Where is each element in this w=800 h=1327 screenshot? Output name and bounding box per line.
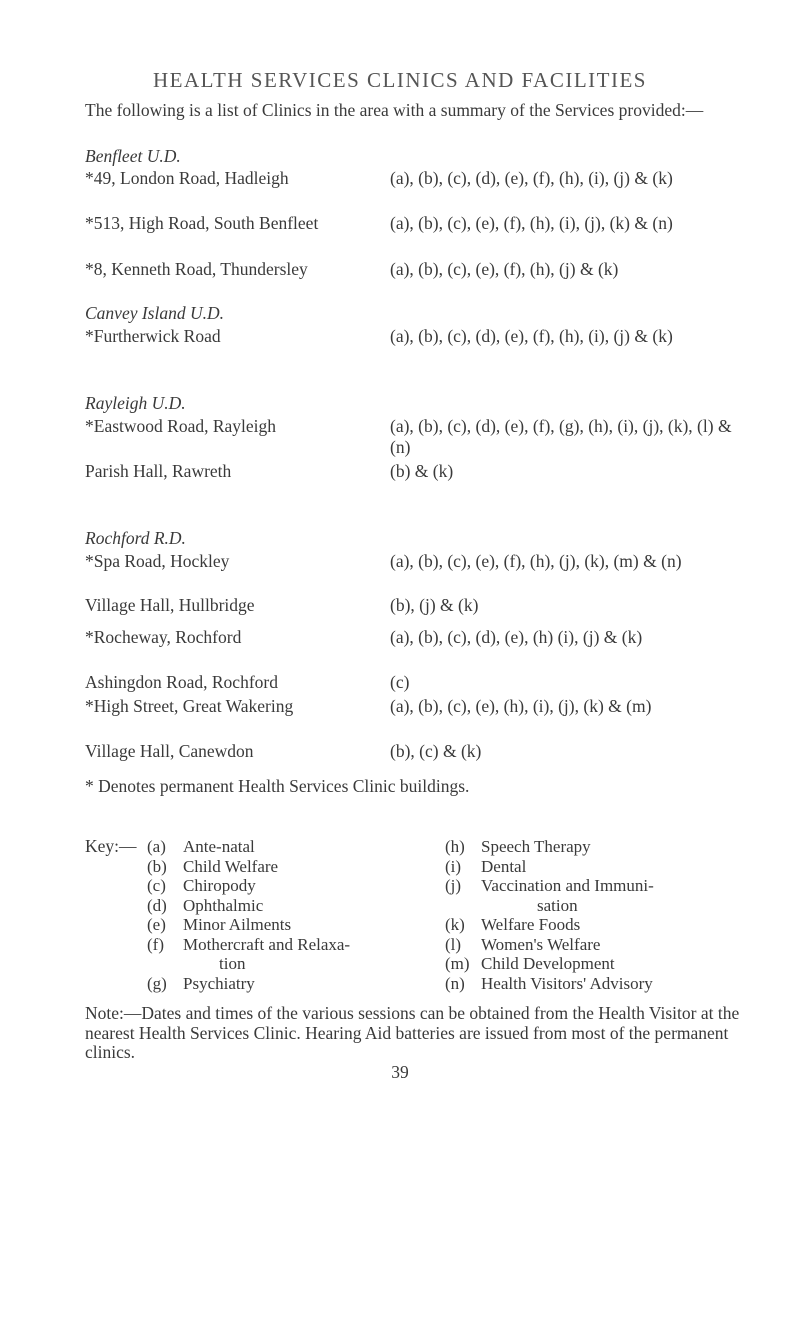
clinic-place: Village Hall, Hullbridge [85,595,255,615]
permanent-clinic-note: * Denotes permanent Health Services Clinic buildings. [85,776,470,796]
key-label-text: Ophthalmic [183,895,264,915]
key-code: (i) [445,856,462,876]
key-code: (c) [147,876,166,895]
key-label-text: Ante-natal [183,837,255,856]
page-number: 39 [391,1062,409,1082]
key-item [445,935,654,955]
key-right-column [445,837,654,993]
intro-text: The following is a list of Clinics in the area with a summary of the Services provided:— [85,100,704,120]
clinic-services: (a), (b), (c), (e), (h), (i), (j), (k) & (m) [390,696,652,716]
key-item [147,974,350,994]
key-item [445,876,654,896]
clinic-place: Ashingdon Road, Rochford [85,672,278,692]
key-code: (m) [445,954,470,973]
clinic-place: *513, High Road, South Benfleet [85,213,319,233]
clinic-place: *Spa Road, Hockley [85,551,230,571]
key-label-text: Women's Welfare [481,934,601,954]
key-item [147,935,350,955]
key-label-text: Speech Therapy [481,837,591,856]
key-item [445,857,654,877]
key-item [147,954,350,974]
key-label-text: sation [537,895,578,915]
clinic-services: (b), (j) & (k) [390,595,479,615]
key-label-text: Psychiatry [183,973,255,993]
key-item [445,837,654,857]
key-label-text: Child Welfare [183,856,279,876]
key-code: (d) [147,895,167,915]
section-heading-canvey: Canvey Island U.D. [85,303,225,323]
key-item [147,857,350,877]
key-label-text: Vaccination and Immuni- [481,876,654,895]
key-code: (n) [445,973,465,993]
clinic-services: (b) & (k) [390,461,454,481]
key-label-text: Chiropody [183,876,256,895]
clinic-place: *8, Kenneth Road, Thundersley [85,259,308,279]
footer-note: Note:—Dates and times of the various sessions can be obtained from the Health Visitor at the nearest Health Services Clinic. Hearing Aid batteries are issued from most of the permanent clinics. [85,1003,740,1062]
key-code: (l) [445,934,462,954]
clinic-services: (a), (b), (c), (d), (e), (f), (g), (h), (i), (j), (k), (l) & (n) [390,416,732,457]
key-item [147,896,350,916]
page-title: HEALTH SERVICES CLINICS AND FACILITIES [152,68,647,92]
key-item [445,974,654,994]
key-label-text: tion [219,954,246,973]
clinic-place: Parish Hall, Rawreth [85,461,232,481]
clinic-services: (a), (b), (c), (d), (e), (h) (i), (j) & (k) [390,627,643,647]
key-label-text: Mothercraft and Relaxa- [183,934,351,954]
clinic-services: (c) [390,672,410,692]
key-item [147,915,350,935]
clinic-services: (b), (c) & (k) [390,741,482,761]
key-item [147,876,350,896]
clinic-place: *Rocheway, Rochford [85,627,242,647]
section-heading-benfleet: Benfleet U.D. [85,146,181,166]
key-code: (h) [445,837,465,856]
clinic-services: (a), (b), (c), (e), (f), (h), (i), (j), (k) & (n) [390,213,673,233]
key-label-text: Child Development [481,954,615,973]
key-code: (e) [147,915,166,934]
key-item [445,915,654,935]
clinic-services: (a), (b), (c), (e), (f), (h), (j) & (k) [390,259,619,279]
key-code: (f) [147,934,164,954]
clinic-place: *Furtherwick Road [85,326,221,346]
key-label-text: Minor Ailments [183,915,292,934]
key-label-text: Health Visitors' Advisory [481,973,653,993]
section-heading-rochford: Rochford R.D. [85,528,186,548]
key-label-text: Dental [481,856,527,876]
key-item [445,896,654,916]
key-item [147,837,350,857]
section-heading-rayleigh: Rayleigh U.D. [85,393,186,413]
clinic-place: *49, London Road, Hadleigh [85,168,289,188]
key-label: Key:— [85,836,137,856]
key-left-column [147,837,350,993]
key-code: (a) [147,837,166,856]
clinic-services: (a), (b), (c), (d), (e), (f), (h), (i), (j) & (k) [390,168,673,188]
clinic-services: (a), (b), (c), (d), (e), (f), (h), (i), (j) & (k) [390,326,673,346]
key-label-text: Welfare Foods [481,915,581,934]
key-code: (k) [445,915,465,934]
key-code: (g) [147,973,167,993]
key-code: (j) [445,876,462,895]
clinic-services: (a), (b), (c), (e), (f), (h), (j), (k), (m) & (n) [390,551,682,571]
clinic-place: *High Street, Great Wakering [85,696,294,716]
clinic-place: Village Hall, Canewdon [85,741,254,761]
key-code: (b) [147,856,167,876]
clinic-place: *Eastwood Road, Rayleigh [85,416,277,436]
key-item [445,954,654,974]
